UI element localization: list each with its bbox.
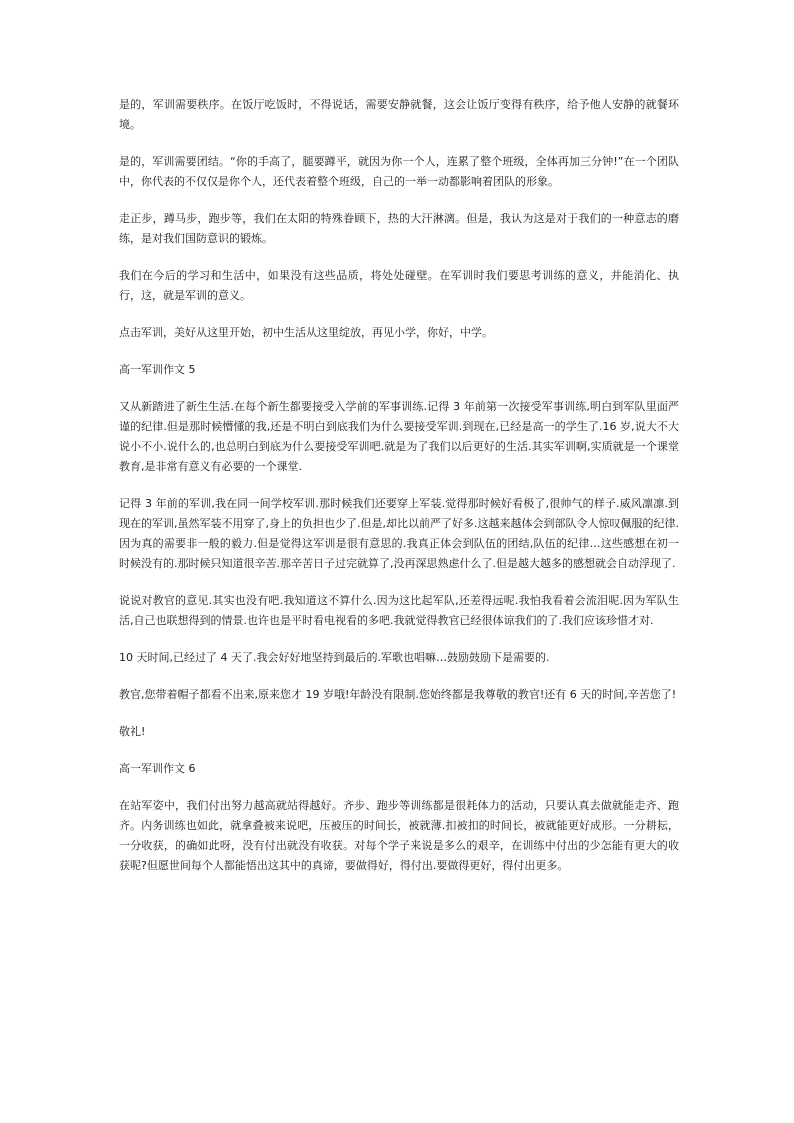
paragraph: 走正步，蹲马步，跑步等，我们在太阳的特殊眷顾下，热的大汗淋漓。但是，我认为这是对于我们的一种意志的磨练，是对我们国防意识的锻炼。	[119, 212, 679, 245]
paragraph: 记得 3 年前的军训,我在同一间学校军训.那时候我们还要穿上军装.觉得那时候好看极了,很帅气的样子.威风凛凛.到现在的军训,虽然军装不用穿了,身上的负担也少了.但是,却比以前严了好多.这越来越体会到部队令人惊叹佩服的纪律.因为真的需要非一般的毅力.但是觉得这军训是很有意思的.我真正体会到队伍的团结,队伍的纪律…这些感想在初一时候没有的.那时候只知道很辛苦.那辛苦日子过完就算了,没再深思熟虑什么了.但是越大越多的感想就会自动浮现了.	[119, 497, 679, 570]
section-heading: 高一军训作文 6	[119, 762, 196, 775]
paragraph: 在站军姿中，我们付出努力越高就站得越好。齐步、跑步等训练都是很耗体力的活动，只要认真去做就能走齐、跑齐。内务训练也如此，就拿叠被来说吧，压被压的时间长，被就薄.扣被扣的时间长，被就能更好成形。一分耕耘，一分收获，的确如此呀，没有付出就没有收获。对每个学子来说是多么的艰辛，在训练中付出的少怎能有更大的收获呢?但愿世间每个人都能悟出这其中的真谛，要做得好，得付出.要做得更好，得付出更多。	[119, 799, 679, 872]
paragraph: 是的，军训需要团结。“你的手高了，腿要蹲平，就因为你一个人，连累了整个班级，全体再加三分钟!”在一个团队中，你代表的不仅仅是你个人，还代表着整个班级，自己的一举一动都影响着团队的形象。	[119, 155, 679, 188]
section-heading: 高一军训作文 5	[119, 363, 196, 376]
paragraph: 我们在今后的学习和生活中，如果没有这些品质，将处处碰壁。在军训时我们要思考训练的意义，并能消化、执行，这，就是军训的意义。	[119, 269, 679, 302]
paragraph: 敬礼!	[119, 725, 146, 738]
paragraph: 教官,您带着帽子都看不出来,原来您才 19 岁哦!年龄没有限制.您始终都是我尊敬的教官!还有 6 天的时间,辛苦您了!	[119, 688, 677, 701]
paragraph: 说说对教官的意见.其实也没有吧.我知道这不算什么.因为这比起军队,还差得远呢.我怕我看着会流泪呢.因为军队生活,自己也联想得到的情景.也许也是平时看电视看的多吧.我就觉得教官已经很体谅我们的了.我们应该珍惜才对.	[119, 594, 679, 627]
document-page	[119, 95, 679, 893]
paragraph: 是的，军训需要秩序。在饭厅吃饭时，不得说话，需要安静就餐，这会让饭厅变得有秩序，给予他人安静的就餐环境。	[119, 98, 679, 131]
paragraph: 10 天时间,已经过了 4 天了.我会好好地坚持到最后的.军歌也唱嘛…鼓励鼓励下是需要的.	[119, 651, 550, 664]
paragraph: 又从新踏进了新生生活.在每个新生都要接受入学前的军事训练.记得 3 年前第一次接受军事训练,明白到军队里面严谨的纪律.但是那时候懵懂的我,还是不明白到底我们为什么要接受军训.到现在,已经是高一的学生了.16 岁,说大不大说小不小.说什么的,也总明白到底为什么要接受军训吧.就是为了我们以后更好的生活.其实军训啊,实质就是一个课堂教育,是非常有意义有必要的一个课堂.	[119, 400, 679, 473]
paragraph: 点击军训，美好从这里开始，初中生活从这里绽放，再见小学，你好，中学。	[119, 326, 493, 339]
